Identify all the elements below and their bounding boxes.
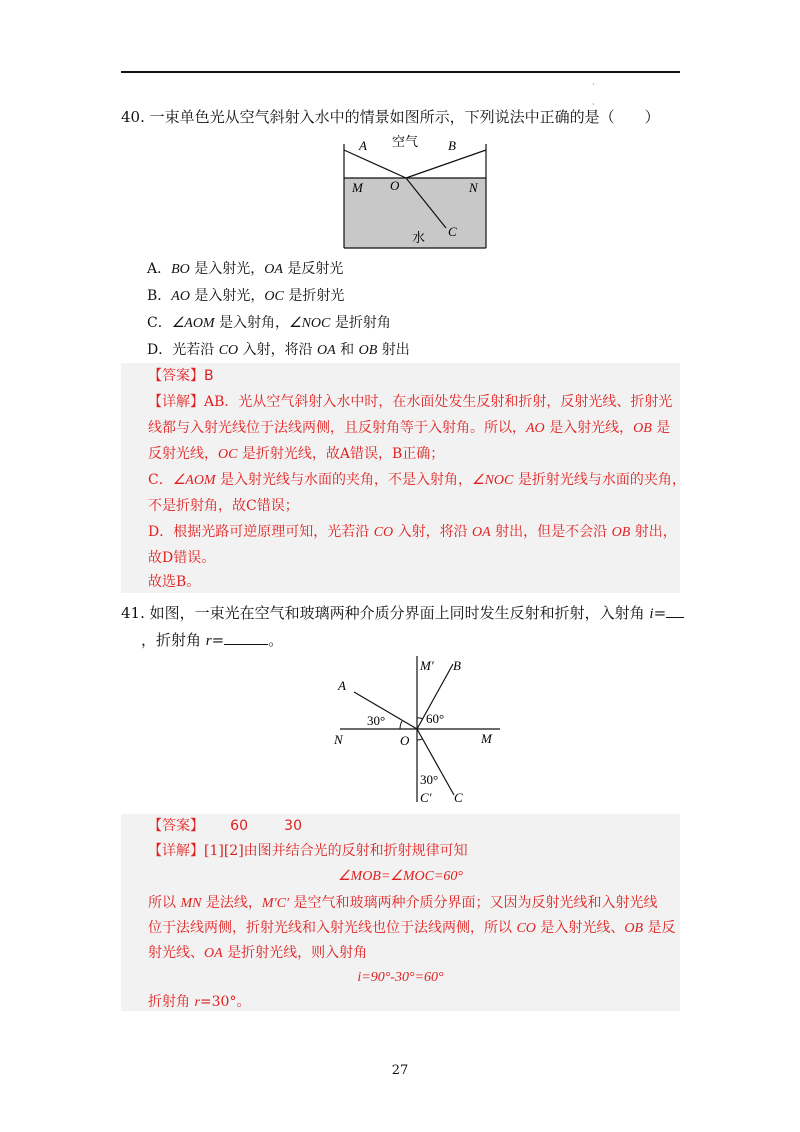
detail-text: OB (633, 421, 652, 436)
detail-text: 是入射光线与水面的夹角，不是入射角， (215, 472, 473, 488)
q41-stem-line-1 (121, 603, 684, 624)
q40-detail-line-2 (148, 418, 670, 439)
detail-text: 不是折射角，故C错误； (148, 498, 299, 514)
detail-label: 【详解】 (148, 394, 204, 410)
option-seg: OA (264, 262, 283, 277)
label-B: B (453, 658, 461, 673)
option-seg: 入射，将沿 (238, 342, 318, 358)
detail-equation: ∠MOB=∠MOC=60° (337, 869, 464, 884)
detail-text: AB．光从空气斜射入水中时，在水面处发生反射和折射，反射光线、折射光 (204, 394, 673, 410)
answer-blank-i[interactable] (666, 603, 684, 618)
label-C: C (454, 790, 463, 805)
ray-BO (406, 150, 486, 178)
detail-text: AO (526, 421, 545, 436)
q41-answer-box (121, 814, 680, 1011)
q41-stem-text: i (649, 606, 654, 622)
q41-detail-line-7 (148, 992, 250, 1013)
q40-detail-line-8 (148, 572, 200, 592)
arc-30-bottom (417, 739, 422, 740)
label-N: N (469, 180, 478, 195)
option-seg: ∠NOC (289, 316, 331, 331)
q40-number: 40. (121, 108, 145, 126)
detail-text: 是入射光线、 (535, 920, 625, 936)
detail-text: 是 (651, 420, 671, 436)
label-M: M (352, 180, 363, 195)
detail-text: OA (204, 946, 223, 961)
q41-number: 41. (121, 604, 145, 622)
q40-answer (148, 366, 214, 386)
option-prefix: A． (147, 261, 172, 277)
detail-text: 是空气和玻璃两种介质分界面；又因为反射光线和入射光线 (289, 895, 658, 911)
q40-option-c[interactable] (147, 313, 391, 334)
option-seg: 光若沿 (172, 342, 219, 358)
option-seg: BO (171, 262, 190, 277)
detail-text: CO (516, 921, 536, 936)
q40-detail-line-7 (148, 548, 215, 568)
answer-value-1: 60 (230, 818, 248, 834)
detail-text: 是法线， (201, 895, 262, 911)
detail-text: 是入射光线， (544, 420, 634, 436)
detail-equation: i=90°-30°=60° (357, 970, 444, 985)
detail-text: 射出，但是不会沿 (490, 524, 612, 540)
option-seg: 射出 (377, 342, 410, 358)
detail-text: ∠NOC (472, 473, 514, 488)
q41-figure (330, 652, 510, 810)
option-seg: CO (218, 343, 239, 358)
option-seg: OC (264, 289, 284, 304)
option-seg: OB (358, 343, 378, 358)
option-prefix: C． (147, 315, 172, 331)
detail-text: OA (472, 525, 491, 540)
detail-text: CO (373, 525, 394, 540)
detail-label: 【详解】 (148, 843, 204, 859)
page-number: 27 (391, 1063, 409, 1078)
detail-text: 射出， (630, 524, 677, 540)
label-60: 60° (426, 711, 445, 726)
header-rule (121, 71, 680, 73)
detail-text: 入射，将沿 (393, 524, 473, 540)
label-B: B (448, 138, 456, 153)
q40-detail-line-3 (148, 444, 444, 465)
detail-text: 是反 (643, 920, 676, 936)
q40-option-a[interactable] (147, 259, 343, 280)
label-M: M (481, 731, 492, 746)
q40-detail-line-4 (148, 470, 686, 491)
label-air: 空气 (392, 134, 419, 149)
detail-text: 射光线、 (148, 945, 204, 961)
q41-equation-1 (121, 867, 680, 887)
option-seg: OA (317, 343, 336, 358)
detail-text: 位于法线两侧，折射光线和入射光线也位于法线两侧，所以 (148, 920, 517, 936)
detail-text: 折射角 (148, 994, 195, 1010)
option-seg: ∠AOM (171, 316, 215, 331)
q40-detail-line-1 (148, 392, 672, 412)
detail-text: 是折射光线，故A错误，B正确； (237, 446, 445, 462)
option-seg: 是折射光 (283, 288, 345, 304)
q41-detail-line-5 (148, 943, 367, 964)
detail-text: D．根据光路可逆原理可知，光若沿 (148, 524, 374, 540)
answer-label: 【答案】 (148, 818, 204, 834)
q40-answer-box (121, 363, 686, 593)
label-M-prime: M′ (420, 658, 434, 673)
q41-answer (148, 816, 302, 836)
q40-option-b[interactable] (147, 286, 344, 307)
ray-AO (344, 150, 406, 178)
label-O: O (400, 733, 410, 748)
label-A: A (359, 138, 367, 153)
q40-detail-line-5 (148, 496, 299, 516)
q40-stem-text: 一束单色光从空气斜射入水中的情景如图所示，下列说法中正确的是（ ） (149, 108, 660, 126)
q40-option-d[interactable] (147, 340, 410, 361)
q41-detail-line-4 (148, 918, 675, 939)
detail-text: [1][2]由图并结合光的反射和折射规律可知 (204, 843, 468, 859)
q41-stem-text: r (205, 633, 212, 649)
q41-stem-text: = (211, 631, 225, 649)
detail-text: 所以 (148, 895, 181, 911)
arc-30-top (400, 721, 402, 729)
option-seg: AO (171, 289, 190, 304)
detail-text: 线都与入射光线位于法线两侧，且反射角等于入射角。所以， (148, 420, 526, 436)
q41-equation-2 (121, 968, 680, 988)
option-seg: 是折射角 (330, 315, 391, 331)
q41-stem-text: ，折射角 (141, 631, 206, 649)
option-seg: 和 (335, 342, 359, 358)
arc-60 (417, 718, 423, 719)
option-prefix: B． (147, 288, 172, 304)
q40-figure (330, 132, 500, 254)
detail-text: 故选B。 (148, 574, 201, 590)
detail-text: OB (624, 921, 644, 936)
option-seg: 是反射光 (282, 261, 344, 277)
answer-label: 【答案】 (148, 368, 204, 384)
detail-text: C． (148, 472, 173, 488)
option-seg: 是入射光， (189, 261, 265, 277)
answer-blank-r[interactable] (224, 630, 268, 645)
q41-detail-line-1 (148, 841, 468, 861)
detail-text: ∠AOM (172, 473, 216, 488)
label-30-bottom: 30° (420, 772, 439, 787)
detail-text: MN (180, 896, 202, 911)
option-seg: 是入射角， (214, 315, 290, 331)
answer-value-2: 30 (284, 818, 302, 834)
q41-stem-text: 如图，一束光在空气和玻璃两种介质分界面上同时发生反射和折射，入射角 (149, 604, 650, 622)
detail-text: OB (611, 525, 631, 540)
detail-text: 是折射光线与水面的夹角， (513, 472, 686, 488)
q41-stem-text: 。 (268, 631, 284, 649)
ray-OA (354, 692, 417, 729)
option-seg: 是入射光， (189, 288, 265, 304)
q41-stem-text: = (653, 604, 667, 622)
q41-detail-line-3 (148, 893, 657, 914)
detail-text: 是折射光线，则入射角 (222, 945, 368, 961)
detail-text: r (194, 995, 200, 1010)
detail-text: =30°。 (199, 994, 251, 1010)
q40-detail-line-6 (148, 522, 677, 543)
option-prefix: D． (147, 342, 173, 358)
answer-value: B (204, 368, 214, 384)
label-30-top: 30° (367, 713, 386, 728)
q41-stem-line-2 (141, 630, 283, 651)
detail-text: 反射光线， (148, 446, 218, 462)
detail-text: M′C′ (261, 896, 290, 911)
header-dots: · · (592, 80, 595, 109)
label-C: C (448, 224, 457, 239)
q40-stem (121, 107, 660, 127)
label-water: 水 (412, 230, 426, 245)
label-O: O (390, 178, 400, 193)
detail-text: OC (218, 447, 238, 462)
label-C-prime: C′ (420, 790, 432, 805)
detail-text: 故D错误。 (148, 550, 216, 566)
label-A: A (338, 678, 346, 693)
label-N: N (334, 732, 343, 747)
